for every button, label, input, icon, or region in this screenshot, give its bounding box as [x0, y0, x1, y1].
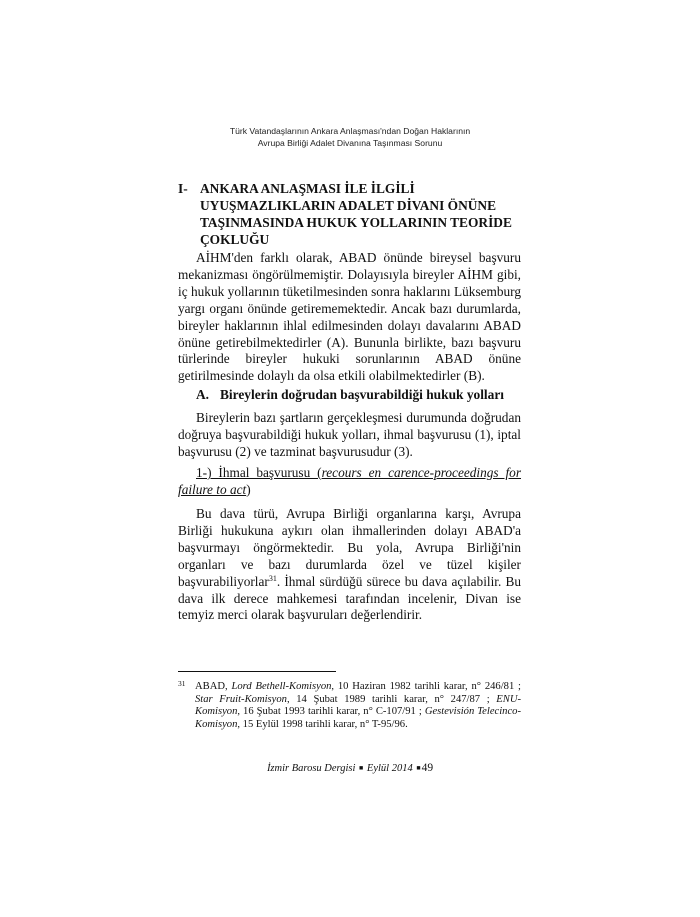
- separator-dot: ■: [359, 764, 364, 772]
- footnote-text: ABAD, Lord Bethell-Komisyon, 10 Haziran 1982 tarihli karar, n° 246/81 ; Star Fruit-Komisyon, 14 Şubat 1989 tarihli karar, n° 247/87 ; ENU-Komisyon, 16 Şubat 1993 tarihli karar, n° C-107/91 ; Gestevisión Telecinco-Komisyon, 15 Eylül 1998 tarihli karar, n° T-95/96.: [195, 681, 521, 730]
- running-head: [180, 125, 520, 149]
- item-label: 1-) İhmal başvurusu (: [196, 465, 322, 480]
- subsection-heading: [196, 386, 526, 403]
- section-title-line-4: ÇOKLUĞU: [200, 232, 270, 247]
- item-latin-title-text: recours en carence-proceedings for failure to act: [178, 465, 521, 497]
- intro-paragraph: AİHM'den farklı olarak, ABAD önünde bireysel başvuru mekanizması öngörülmemiştir. Dolayısıyla bireyler AİHM gibi, iç hukuk yollarının tüketilmesinden sonra haklarını Lüksemburg yargı organı önünde getirememektedir. Ancak bazı durumlarda, bireyler haklarının ihlal edilmesinden dolayı davalarını ABAD önüne getirebilmektedirler (A). Bununla birlikte, bazı başvuru türlerinde bireyler hukuki sorunlarının ABAD önüne getirilmesinde dolaylı da olsa etkili olabilmektedirler (B).: [178, 250, 521, 384]
- running-head-line-2: Avrupa Birliği Adalet Divanına Taşınması Sorunu: [257, 138, 443, 148]
- failure-to-act-text-after: . İhmal sürdüğü sürece bu dava açılabilir. Bu dava ilk derece mahkemesi tarafından incelenir, Divan ise temyiz merci olarak başvuruları değerlendirir.: [178, 573, 521, 623]
- item-heading: [178, 465, 521, 499]
- case-name-enu: ENU-Komisyon: [195, 693, 521, 718]
- intro-paragraph-block: [178, 250, 521, 385]
- section-title-line-1: ANKARA ANLAŞMASI İLE İLGİLİ: [200, 181, 415, 196]
- page-footer: [250, 762, 450, 774]
- failure-to-act-paragraph-block: [178, 506, 521, 624]
- remedies-paragraph-block: [178, 410, 521, 461]
- section-number: I-: [178, 181, 188, 196]
- case-name-telecinco: Gestevisión Telecinco-Komisyon: [195, 706, 521, 730]
- case-name-star-fruit: Star Fruit-Komisyon: [195, 693, 287, 705]
- footnote-number: 31: [178, 679, 186, 688]
- separator-dot: ■: [416, 764, 421, 772]
- subsection-letter: A.: [196, 387, 210, 402]
- journal-name: İzmir Barosu Dergisi: [266, 763, 356, 774]
- footnote-divider: [178, 671, 336, 672]
- subsection-title: Bireylerin doğrudan başvurabildiği hukuk yolları: [220, 387, 505, 402]
- page-number: 49: [421, 762, 434, 774]
- footnote-reference[interactable]: 31: [268, 573, 277, 583]
- item-heading-block: [178, 465, 521, 499]
- section-heading: [178, 180, 523, 248]
- section-title-line-2: UYUŞMAZLIKLARIN ADALET DİVANI ÖNÜNE: [200, 198, 497, 213]
- case-name-bethell: Lord Bethell-Komisyon: [231, 681, 332, 692]
- footnote: [178, 681, 521, 731]
- failure-to-act-paragraph: [178, 506, 521, 624]
- issue-date: Eylül 2014: [366, 763, 413, 774]
- failure-to-act-text-before: Bu dava türü, Avrupa Birliği organlarına karşı, Avrupa Birliği hukukuna aykırı olan ihmallerinden dolayı ABAD'a başvurmayı öngörmektedir. Bu yola, Avrupa Birliği'nin organları ve bazı durumlarda özel ve tüzel kişiler başvurabiliyorlar: [178, 506, 521, 589]
- remedies-paragraph: Bireylerin bazı şartların gerçekleşmesi durumunda doğrudan doğruya başvurabildiği hukuk yolları, ihmal başvurusu (1), iptal başvurusu (2) ve tazminat başvurusudur (3).: [178, 410, 521, 459]
- item-close-paren: ): [246, 481, 251, 497]
- section-title-line-3: TAŞINMASINDA HUKUK YOLLARININ TEORİDE: [200, 215, 512, 230]
- running-head-line-1: Türk Vatandaşlarının Ankara Anlaşması'ndan Doğan Haklarının: [229, 126, 471, 136]
